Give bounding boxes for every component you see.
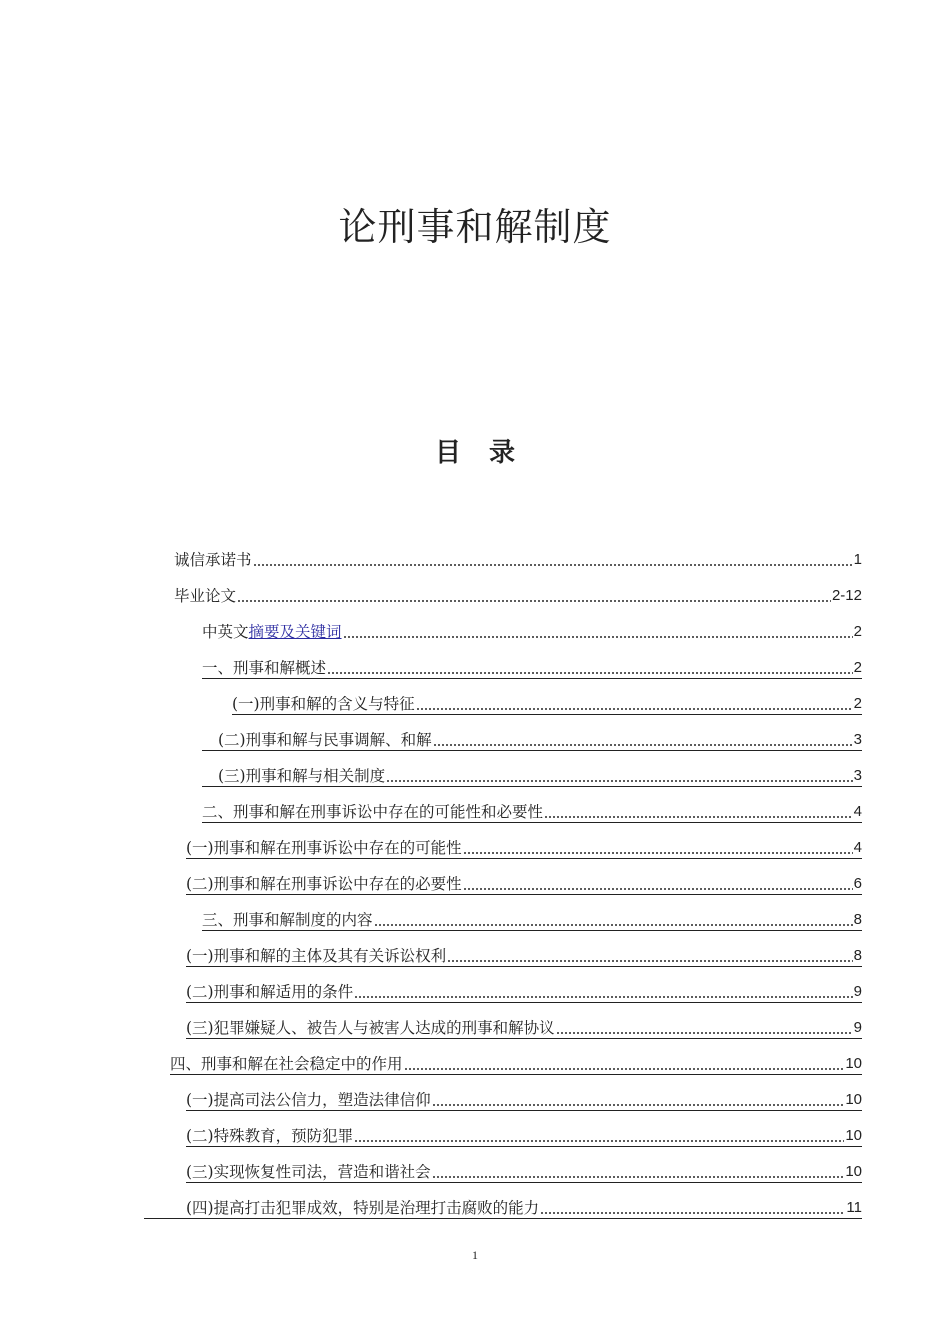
toc-leader-dots: [447, 960, 853, 962]
toc-heading: [0, 432, 950, 469]
toc-entry[interactable]: [186, 834, 862, 859]
toc-leader-dots: [386, 780, 853, 782]
toc-entry-page: 2: [853, 695, 862, 712]
toc-leader-dots: [544, 816, 853, 818]
toc-leader-dots: [432, 1176, 845, 1178]
toc-leader-dots: [354, 1140, 844, 1142]
document-title: 论刑事和解制度: [338, 205, 612, 249]
toc-entry[interactable]: [186, 870, 862, 895]
toc-entry-label: 毕业论文: [174, 587, 237, 605]
toc-entry-label: (一)刑事和解在刑事诉讼中存在的可能性: [186, 839, 462, 857]
toc-entry-label: 四、刑事和解在社会稳定中的作用: [170, 1055, 403, 1073]
toc-entry-page: 1: [853, 551, 862, 568]
toc-entry-page: 9: [853, 983, 862, 1000]
toc-entry[interactable]: [202, 762, 862, 787]
toc-entry[interactable]: [144, 1194, 862, 1219]
toc-entry-page: 4: [853, 839, 862, 856]
toc-entry[interactable]: [202, 906, 862, 931]
toc-leader-dots: [416, 708, 853, 710]
toc-entry-page: 9: [853, 1019, 862, 1036]
toc-entry[interactable]: [232, 690, 862, 715]
page-number: 1: [472, 1248, 478, 1262]
toc-entry-page: 4: [853, 803, 862, 820]
toc-leader-dots: [404, 1068, 845, 1070]
toc-entry-label: (二)刑事和解在刑事诉讼中存在的必要性: [186, 875, 462, 893]
toc-entry-page: 11: [846, 1199, 862, 1216]
toc-leader-dots: [463, 852, 853, 854]
toc-entry-label: (二)刑事和解适用的条件: [186, 983, 354, 1001]
toc-entry-label: (四)提高打击犯罪成效，特别是治理打击腐败的能力: [186, 1199, 540, 1217]
toc-entry[interactable]: [186, 1014, 862, 1039]
toc-entry-label: (三)刑事和解与相关制度: [218, 767, 386, 785]
toc-entry-prefix: 中英文: [202, 623, 249, 641]
toc-entry[interactable]: [174, 582, 862, 606]
toc-entry[interactable]: [202, 618, 862, 642]
toc-entry[interactable]: [174, 546, 862, 570]
toc-entry[interactable]: [202, 654, 862, 679]
toc-entry-label: (二)刑事和解与民事调解、和解: [218, 731, 432, 749]
toc-leader-dots: [433, 744, 853, 746]
toc-heading-char-1: 目: [434, 438, 461, 468]
toc-entry-page: 10: [845, 1163, 862, 1180]
toc-leader-dots: [327, 672, 853, 674]
toc-entry[interactable]: [186, 1122, 862, 1147]
toc-entry-page: 2: [853, 659, 862, 676]
toc-entry-label: (一)刑事和解的含义与特征: [232, 695, 415, 713]
toc-entry-page: 2-12: [831, 587, 862, 604]
toc-entry-page: 3: [853, 731, 862, 748]
toc-entry[interactable]: [186, 1158, 862, 1183]
toc-leader-dots: [556, 1032, 853, 1034]
toc-entry-label: 二、刑事和解在刑事诉讼中存在的可能性和必要性: [202, 803, 544, 821]
toc-entry-label: (一)提高司法公信力，塑造法律信仰: [186, 1091, 431, 1109]
toc-entry-page: 8: [853, 947, 862, 964]
toc-entry[interactable]: [170, 1050, 862, 1075]
toc-entry-page: 3: [853, 767, 862, 784]
toc-entry-label: 三、刑事和解制度的内容: [202, 911, 373, 929]
toc-entry[interactable]: [186, 978, 862, 1003]
toc-leader-dots: [343, 636, 853, 638]
toc-entry[interactable]: [186, 1086, 862, 1111]
toc-leader-dots: [432, 1104, 845, 1106]
toc-leader-dots: [253, 564, 853, 566]
toc-entry-label: (三)实现恢复性司法，营造和谐社会: [186, 1163, 431, 1181]
toc-entry-label: 一、刑事和解概述: [202, 659, 327, 677]
toc-entry-label: (三)犯罪嫌疑人、被告人与被害人达成的刑事和解协议: [186, 1019, 555, 1037]
toc-leader-dots: [354, 996, 853, 998]
toc-entry-page: 8: [853, 911, 862, 928]
toc-entry-label: 诚信承诺书: [174, 551, 252, 569]
toc-entry-label: (一)刑事和解的主体及其有关诉讼权利: [186, 947, 447, 965]
toc-entry-label: (二)特殊教育，预防犯罪: [186, 1127, 354, 1145]
toc-entry[interactable]: [202, 726, 862, 751]
toc-entry-page: 10: [845, 1055, 862, 1072]
toc-leader-dots: [540, 1212, 845, 1214]
toc-entry[interactable]: [202, 798, 862, 823]
toc-entry[interactable]: [186, 942, 862, 967]
toc-entry-page: 10: [845, 1127, 862, 1144]
toc-entry-page: 6: [853, 875, 862, 892]
toc-leader-dots: [374, 924, 853, 926]
toc-heading-char-2: 录: [489, 438, 516, 468]
toc-entry-label-link[interactable]: 摘要及关键词: [248, 623, 342, 641]
toc-entry-page: 2: [853, 623, 862, 640]
toc-entry-page: 10: [845, 1091, 862, 1108]
toc-leader-dots: [237, 600, 831, 602]
toc-leader-dots: [463, 888, 853, 890]
